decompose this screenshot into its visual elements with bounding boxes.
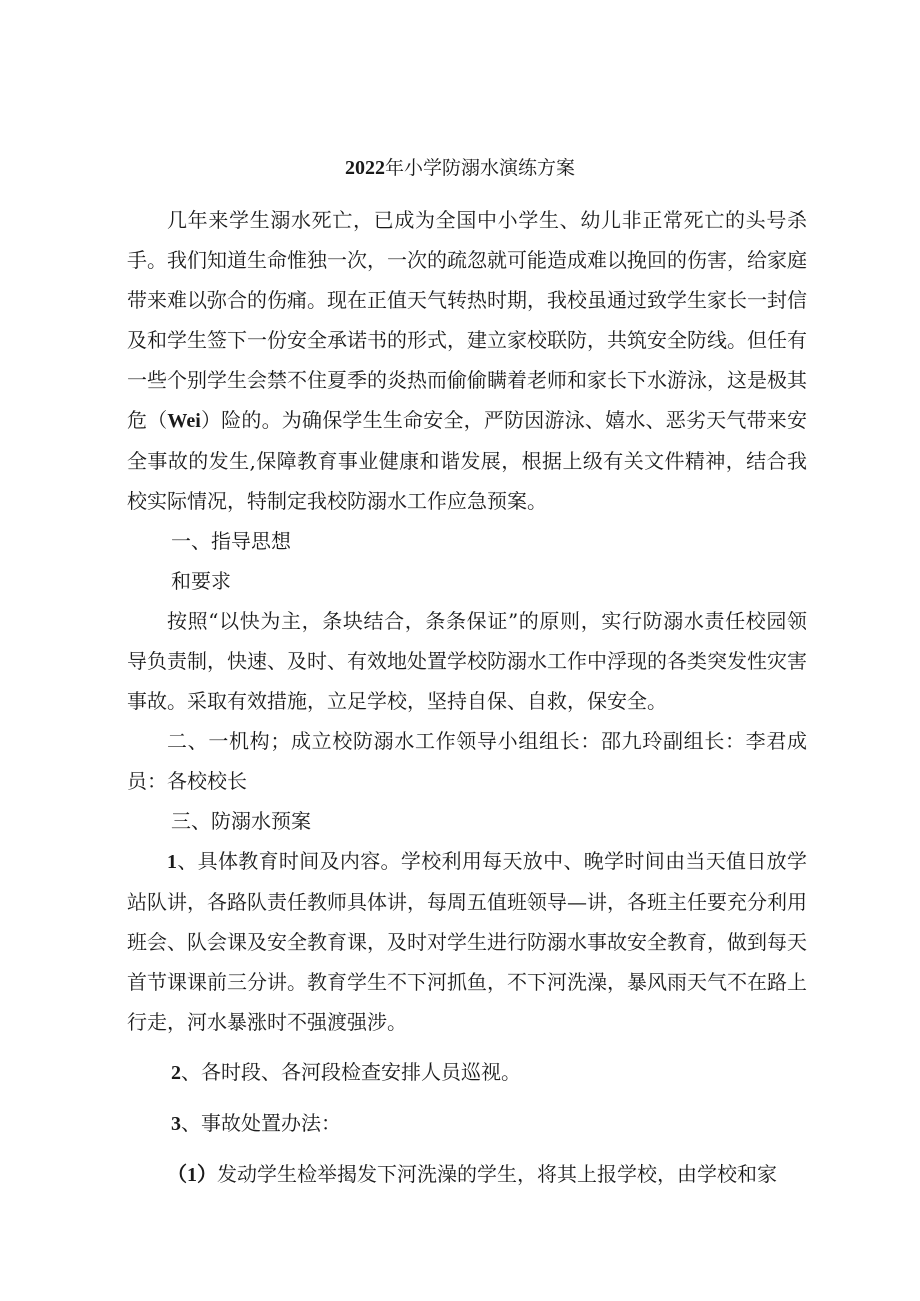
item2-text: 、各时段、各河段检查安排人员巡视。 bbox=[181, 1060, 521, 1084]
item1-number: 1 bbox=[167, 851, 177, 873]
sub1-number: （1） bbox=[167, 1164, 217, 1186]
title-year: 2022 bbox=[344, 157, 385, 179]
intro-paragraph bbox=[127, 200, 807, 521]
intro-text-2: ）险的。为确保学生生命安全，严防因游泳、嬉水、恶劣天气带来安全事故的发生,保障教育事业健康和谐发展，根据上级有关文件精神，结合我校实际情况，特制定我校防溺水工作应急预案。 bbox=[127, 408, 808, 513]
item1-text: 、具体教育时间及内容。学校利用每天放中、晚学时间由当天值日放学站队讲，各路队责任教师具体讲，每周五值班领导—讲，各班主任要充分利用班会、队会课及安全教育课，及时对学生进行防溺水事故安全教育，做到每天首节课课前三分讲。教育学生不下河抓鱼，不下河洗澡，暴风雨天气不在路上行走，河水暴涨时不强渡强涉。 bbox=[127, 849, 807, 1034]
intro-bold-word: Wei bbox=[167, 410, 201, 432]
item3-number: 3 bbox=[171, 1113, 181, 1135]
section1-subheading: 和要求 bbox=[171, 569, 231, 593]
section3-item1 bbox=[127, 841, 807, 1042]
intro-text-1: 几年来学生溺水死亡，已成为全国中小学生、幼儿非正常死亡的头号杀手。我们知道生命惟独一次，一次的疏忽就可能造成难以挽回的伤害，给家庭带来难以弥合的伤痛。现在正值天气转热时期，我校虽通过致学生家长一封信及和学生签下一份安全承诺书的形式，建立家校联防，共筑安全防线。但任有一些个别学生会禁不住夏季的炎热而偷偷瞒着老师和家长下水游泳，这是极其危（ bbox=[127, 208, 807, 432]
item2-number: 2 bbox=[171, 1062, 181, 1084]
page-title bbox=[0, 156, 920, 180]
sub1-text: 发动学生检举揭发下河洗澡的学生，将其上报学校，由学校和家 bbox=[217, 1162, 777, 1186]
document-body bbox=[127, 200, 807, 1195]
section3-item3 bbox=[127, 1103, 807, 1144]
item3-text: 、事故处置办法： bbox=[181, 1111, 341, 1135]
section3-sub1 bbox=[127, 1154, 807, 1195]
section2-content: 二、一机构；成立校防溺水工作领导小组组长：邵九玲副组长：李君成员：各校校长 bbox=[127, 729, 807, 793]
section1-heading: 一、指导思想 bbox=[171, 529, 291, 553]
section3-item2 bbox=[127, 1052, 807, 1093]
section1-content: 按照“以快为主，条块结合，条条保证”的原则，实行防溺水责任校园领导负责制，快速、及时、有效地处置学校防溺水工作中浮现的各类突发性灾害事故。采取有效措施，立足学校，坚持自保、自救，保安全。 bbox=[127, 609, 807, 713]
section3-heading: 三、防溺水预案 bbox=[171, 809, 311, 833]
title-text: 年小学防溺水演练方案 bbox=[384, 157, 575, 179]
